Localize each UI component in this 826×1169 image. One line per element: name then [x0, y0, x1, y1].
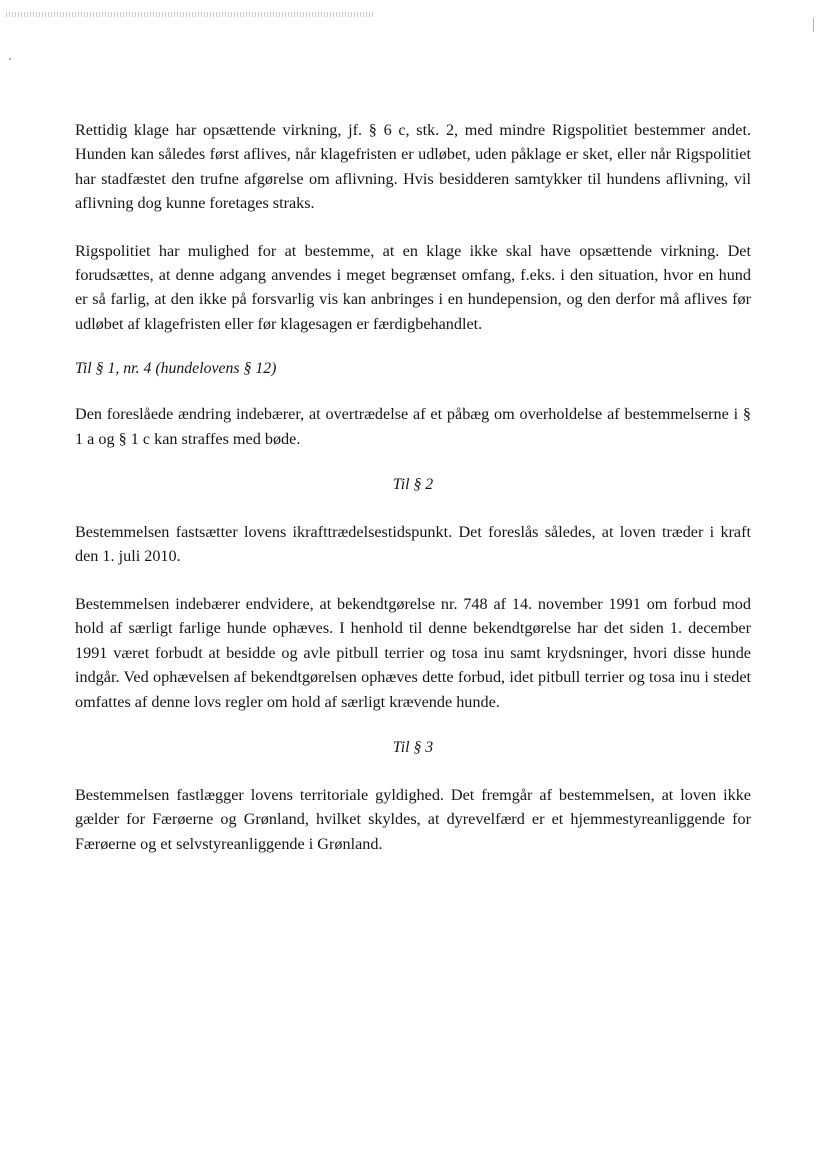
scan-artifact-right	[813, 18, 814, 32]
paragraph-rigspolitiet-discretion: Rigspolitiet har mulighed for at bestemme, at en klage ikke skal have opsættende virkning. Det forudsættes, at denne adgang anvendes i meget begrænset omfang, f.eks. i den situation, hvor en hund er så farlig, at den ikke på forsvarlig vis kan anbringes i en hundepension, og den derfor må aflives før udløbet af klagefristen eller før klagesagen er færdigbehandlet.	[75, 241, 751, 333]
scan-artifact-left	[9, 58, 11, 60]
paragraph-suspensive-effect: Rettidig klage har opsættende virkning, jf. § 6 c, stk. 2, med mindre Rigspolitiet bestemmer andet. Hunden kan således først aflives, når klagefristen er udløbet, uden påklage er sket, eller når Rigspolitiet har stadfæstet den trufne afgørelse om aflivning. Hvis besidderen samtykker til hundens aflivning, vil aflivning dog kunne foretages straks.	[75, 121, 751, 213]
paragraph-effective-date: Bestemmelsen fastsætter lovens ikrafttrædelsestidspunkt. Det foreslås således, at loven træder i kraft den 1. juli 2010.	[75, 523, 751, 566]
document-body	[75, 118, 751, 879]
paragraph-territorial-scope: Bestemmelsen fastlægger lovens territoriale gyldighed. Det fremgår af bestemmelsen, at loven ikke gælder for Færøerne og Grønland, hvilket skyldes, at dyrevelfærd er et hjemmestyreanliggende for Færøerne og et selvstyreanliggende i Grønland.	[75, 785, 751, 853]
scan-artifact-top	[6, 12, 374, 17]
heading-section-1-nr-4: Til § 1, nr. 4 (hundelovens § 12)	[75, 360, 277, 378]
paragraph-fine-provision: Den foreslåede ændring indebærer, at overtrædelse af et påbæg om overholdelse af bestemmelserne i § 1 a og § 1 c kan straffes med bøde.	[75, 405, 751, 448]
heading-section-2: Til § 2	[392, 476, 434, 494]
paragraph-repeal-order: Bestemmelsen indebærer endvidere, at bekendtgørelse nr. 748 af 14. november 1991 om forbud mod hold af særligt farlige hunde ophæves. I henhold til denne bekendtgørelse har det siden 1. december 1991 været forbudt at besidde og avle pitbull terrier og tosa inu samt krydsninger, hvori disse hunde indgår. Ved ophævelsen af bekendtgørelsen ophæves dette forbud, idet pitbull terrier og tosa inu i stedet omfattes af denne lovs regler om hold af særligt krævende hunde.	[75, 594, 751, 711]
heading-section-3: Til § 3	[392, 738, 434, 756]
